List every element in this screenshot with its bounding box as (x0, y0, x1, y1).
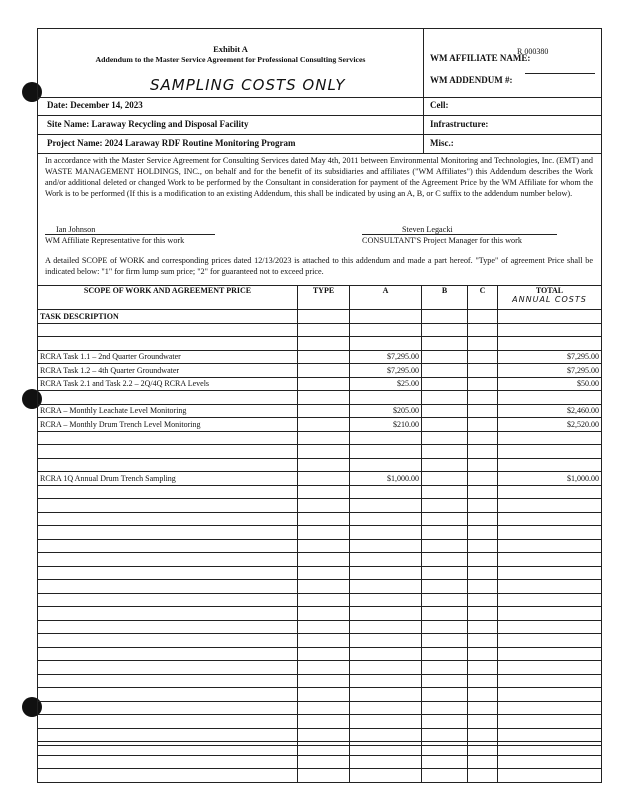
info-rows (38, 97, 601, 154)
blank-row (38, 620, 602, 634)
total-column-header (498, 286, 602, 310)
blank-row (38, 647, 602, 661)
blank-row (38, 580, 602, 594)
total-label: TOTAL (535, 286, 564, 295)
misc-field: Misc.: (430, 138, 454, 148)
type-cell (298, 391, 350, 405)
infrastructure-field: Infrastructure: (430, 119, 489, 129)
price-b-cell (422, 472, 468, 486)
total-cell: $2,460.00 (498, 404, 602, 418)
blank-row (38, 742, 602, 756)
total-cell (498, 458, 602, 472)
price-c-cell (468, 323, 498, 337)
price-a-cell (350, 323, 422, 337)
total-cell: $1,000.00 (498, 472, 602, 486)
price-a-cell: $25.00 (350, 377, 422, 391)
blank-row (38, 593, 602, 607)
price-c-cell (468, 377, 498, 391)
price-a-cell (350, 458, 422, 472)
total-cell (498, 337, 602, 351)
blank-row (38, 715, 602, 729)
stamp-number: R 000380 (517, 47, 549, 56)
total-cell: $7,295.00 (498, 350, 602, 364)
total-cell (498, 445, 602, 459)
a-column-header: A (350, 286, 422, 310)
price-a-cell (350, 337, 422, 351)
price-b-cell (422, 323, 468, 337)
exhibit-subtitle: Addendum to the Master Service Agreement for Professional Consulting Services (95, 55, 366, 64)
task-description-cell (38, 391, 298, 405)
type-column-header: TYPE (298, 286, 350, 310)
task-description-cell (38, 431, 298, 445)
scope-column-header: SCOPE OF WORK AND AGREEMENT PRICE (38, 286, 298, 310)
table-row (38, 458, 602, 472)
b-column-header: B (422, 286, 468, 310)
price-c-cell (468, 431, 498, 445)
table-row (38, 364, 602, 378)
type-cell (298, 404, 350, 418)
blank-row (38, 755, 602, 769)
task-description-cell: RCRA 1Q Annual Drum Trench Sampling (38, 472, 298, 486)
price-a-cell (350, 445, 422, 459)
price-c-cell (468, 458, 498, 472)
table-row (38, 377, 602, 391)
scope-of-work-note: A detailed SCOPE of WORK and corresponding prices dated 12/13/2023 is attached to this addendum and made a part hereof. "Type" of agreement Price shall be indicated below: "1" for firm lump sum price; "2" for guaranteed not to exceed price. (45, 256, 593, 276)
total-cell (498, 323, 602, 337)
type-cell (298, 418, 350, 432)
price-b-cell (422, 337, 468, 351)
price-a-cell: $7,295.00 (350, 364, 422, 378)
price-c-cell (468, 445, 498, 459)
blank-row (38, 607, 602, 621)
total-cell: $2,520.00 (498, 418, 602, 432)
table-row (38, 337, 602, 351)
type-cell (298, 458, 350, 472)
c-column-header: C (468, 286, 498, 310)
price-a-cell: $1,000.00 (350, 472, 422, 486)
date-field: Date: December 14, 2023 (47, 100, 143, 110)
blank-row (38, 512, 602, 526)
price-a-cell (350, 431, 422, 445)
price-c-cell (468, 472, 498, 486)
task-description-cell: RCRA – Monthly Drum Trench Level Monitoring (38, 418, 298, 432)
task-description-cell (38, 458, 298, 472)
blank-row (38, 553, 602, 567)
consultant-role: CONSULTANT'S Project Manager for this work (362, 236, 522, 245)
table-row (38, 418, 602, 432)
price-a-cell (350, 391, 422, 405)
task-description-cell: RCRA Task 2.1 and Task 2.2 – 2Q/4Q RCRA Levels (38, 377, 298, 391)
total-cell: $7,295.00 (498, 364, 602, 378)
blank-row (38, 485, 602, 499)
task-description-cell: RCRA Task 1.1 – 2nd Quarter Groundwater (38, 350, 298, 364)
addendum-number-label: WM ADDENDUM #: (430, 75, 513, 85)
type-cell (298, 431, 350, 445)
blank-row (38, 728, 602, 742)
price-b-cell (422, 418, 468, 432)
task-description-cell: RCRA – Monthly Leachate Level Monitoring (38, 404, 298, 418)
type-cell (298, 472, 350, 486)
type-cell (298, 337, 350, 351)
blank-row (38, 769, 602, 783)
table-row (38, 431, 602, 445)
total-cell: $50.00 (498, 377, 602, 391)
blank-row (38, 526, 602, 540)
table-row (38, 472, 602, 486)
handwritten-note: SAMPLING COSTS ONLY (150, 76, 346, 94)
table-row (38, 404, 602, 418)
affiliate-name-label: WM AFFILIATE NAME: (430, 53, 531, 63)
task-description-heading: TASK DESCRIPTION (38, 310, 298, 324)
wm-representative-name: Ian Johnson (56, 225, 96, 234)
price-c-cell (468, 364, 498, 378)
exhibit-title: Exhibit A (213, 44, 248, 54)
price-b-cell (422, 377, 468, 391)
price-b-cell (422, 364, 468, 378)
project-name-field: Project Name: 2024 Laraway RDF Routine Monitoring Program (47, 138, 296, 148)
price-c-cell (468, 350, 498, 364)
task-description-cell (38, 323, 298, 337)
task-description-cell (38, 337, 298, 351)
type-cell (298, 364, 350, 378)
task-description-cell (38, 445, 298, 459)
total-cell (498, 431, 602, 445)
blank-row (38, 688, 602, 702)
price-b-cell (422, 458, 468, 472)
price-b-cell (422, 350, 468, 364)
blank-row (38, 634, 602, 648)
affiliate-name-line (525, 73, 595, 74)
price-b-cell (422, 445, 468, 459)
blank-row (38, 701, 602, 715)
type-cell (298, 350, 350, 364)
consultant-name: Steven Legacki (402, 225, 453, 234)
table-row (38, 445, 602, 459)
blank-row (38, 566, 602, 580)
wm-representative-role: WM Affiliate Representative for this work (45, 236, 185, 245)
price-c-cell (468, 418, 498, 432)
price-a-cell: $7,295.00 (350, 350, 422, 364)
blank-row (38, 539, 602, 553)
type-cell (298, 323, 350, 337)
type-cell (298, 445, 350, 459)
task-description-cell: RCRA Task 1.2 – 4th Quarter Groundwater (38, 364, 298, 378)
type-cell (298, 377, 350, 391)
total-cell (498, 391, 602, 405)
price-c-cell (468, 404, 498, 418)
price-b-cell (422, 431, 468, 445)
table-row (38, 391, 602, 405)
annual-costs-note: ANNUAL COSTS (512, 295, 587, 304)
blank-row (38, 661, 602, 675)
blank-row (38, 674, 602, 688)
agreement-paragraph: In accordance with the Master Service Agreement for Consulting Services dated May 4th, 2011 between Environmental Monitoring and Technologies, Inc. (EMT) and WASTE MANAGEMENT HOLDINGS, INC., on behalf and for the benefit of its subsidiaries and affiliates ("WM Affiliates") this Addendum describes the Work and/or additional deleted or changed Work to be performed by the Consultant in consideration for payment of the Agreement Price by the WM Affiliate for whom the Work is to be performed (If this is a modification to an existing Addendum, this shall be indicated by using an A, B, or C suffix to the addendum number below). (45, 156, 593, 198)
cell-field: Cell: (430, 100, 449, 110)
price-a-cell: $205.00 (350, 404, 422, 418)
table-row (38, 323, 602, 337)
table-row (38, 350, 602, 364)
price-a-cell: $210.00 (350, 418, 422, 432)
site-name-field: Site Name: Laraway Recycling and Disposal Facility (47, 119, 249, 129)
price-c-cell (468, 391, 498, 405)
price-c-cell (468, 337, 498, 351)
pricing-table (37, 285, 602, 783)
price-b-cell (422, 391, 468, 405)
blank-row (38, 499, 602, 513)
price-b-cell (422, 404, 468, 418)
